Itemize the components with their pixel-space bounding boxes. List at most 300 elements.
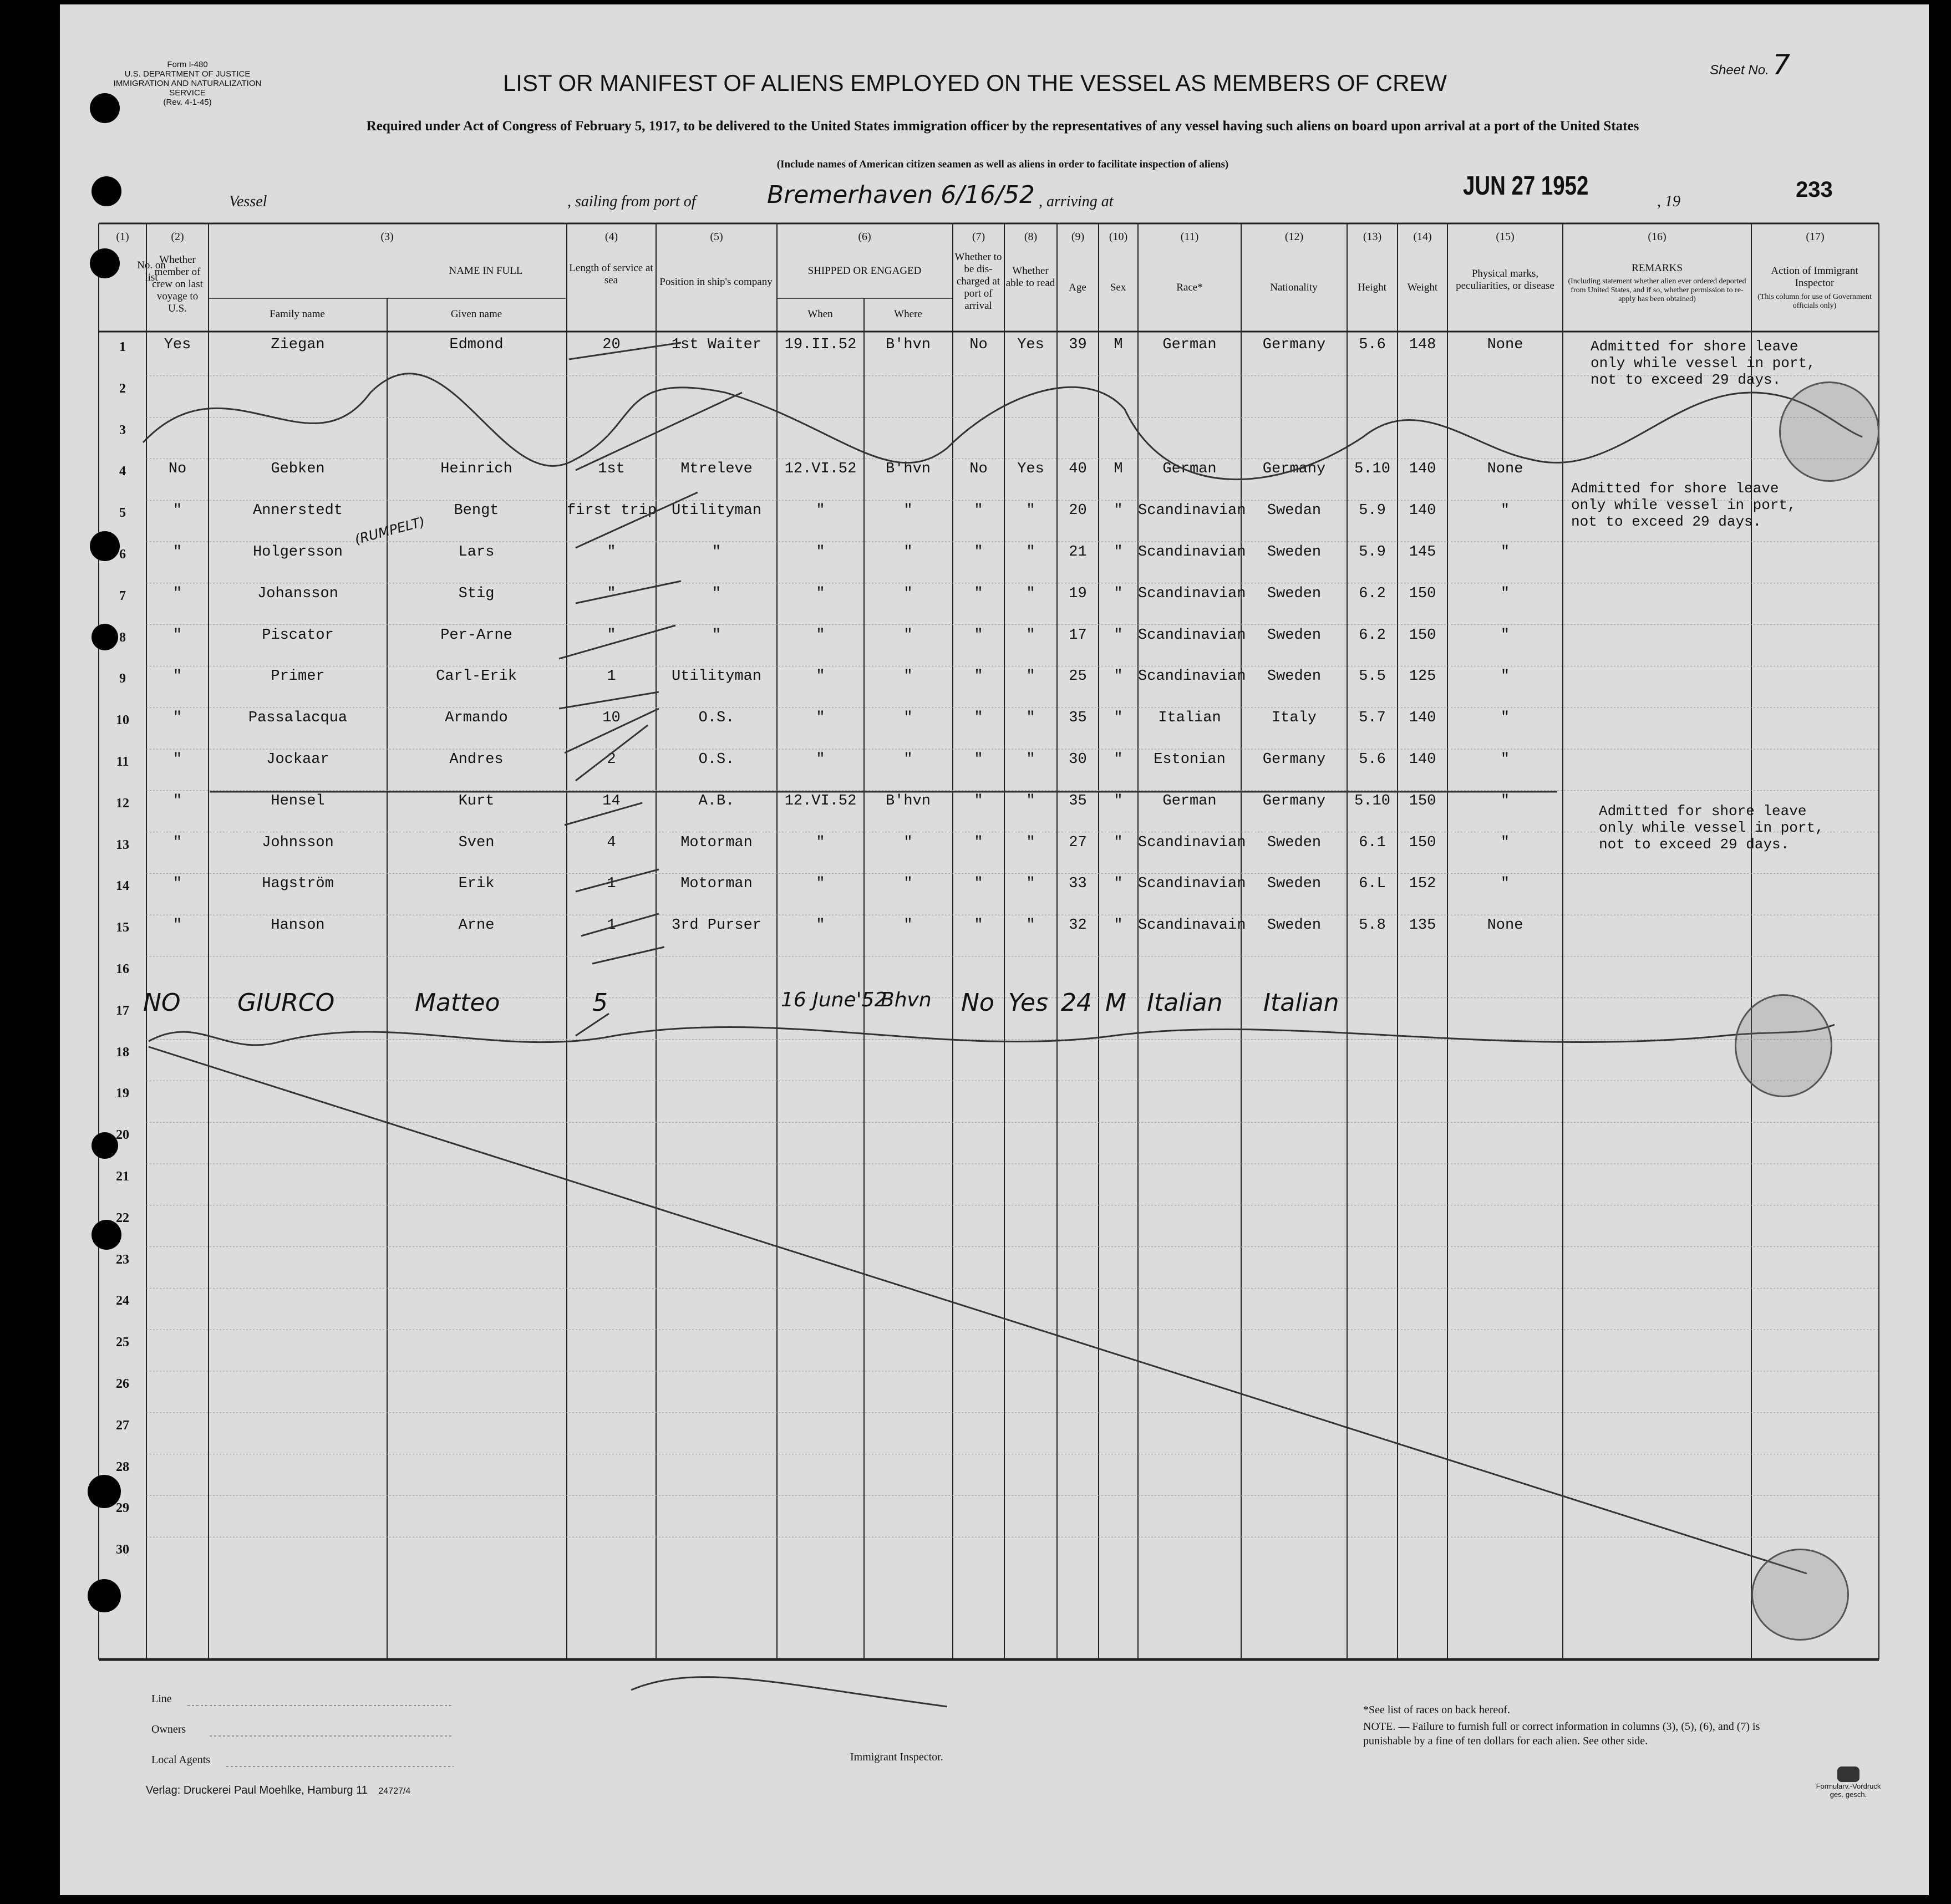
cell-age: 35: [1069, 792, 1087, 810]
hw-given-name: Matteo: [415, 989, 500, 1017]
cell-read: ": [1026, 917, 1035, 934]
cell-read: ": [1026, 792, 1035, 810]
row-number: 20: [116, 1128, 129, 1143]
handwritten-strokes: [60, 4, 1929, 1895]
column-number: (1): [116, 231, 129, 243]
cell-weight: 145: [1409, 544, 1436, 561]
column-number: (2): [171, 231, 184, 243]
cell-given: Andres: [449, 751, 504, 768]
cell-discharged: ": [974, 627, 983, 644]
cell-given: Heinrich: [440, 461, 512, 478]
header-no-on-list: No. on list: [137, 259, 166, 283]
cell-position: Motorman: [680, 875, 753, 893]
header-position: Position in ship's company: [659, 276, 773, 288]
cell-position: O.S.: [698, 751, 735, 768]
cancel-wave-rows-2-3: [143, 374, 1862, 480]
cell-position: Utilityman: [671, 668, 762, 685]
cell-race: Scandinavian: [1138, 544, 1246, 561]
cell-service: first trip: [567, 502, 657, 520]
cell-height: 5.10: [1354, 461, 1390, 478]
cell-where: B'hvn: [885, 461, 931, 478]
cell-age: 25: [1069, 668, 1087, 685]
checkmark-strokes: [559, 343, 742, 1036]
printer-name: Verlag: Druckerei Paul Moehlke, Hamburg 11: [146, 1784, 368, 1796]
cell-read: ": [1026, 875, 1035, 893]
cell-height: 6.2: [1359, 585, 1386, 602]
cell-sex: ": [1114, 544, 1123, 561]
cell-given: Per-Arne: [440, 627, 512, 644]
cell-height: 5.6: [1359, 751, 1386, 768]
header-when: When: [807, 308, 833, 320]
printer-logo-sub: ges. gesch.: [1830, 1790, 1867, 1799]
row-number: 3: [119, 422, 126, 437]
hw-discharged: No: [961, 989, 994, 1017]
footer-note: NOTE. — Failure to furnish full or correct information in columns (3), (5), (6), and (7) is punishable by a fine of ten dollars for each alien. See other side.: [1363, 1720, 1760, 1747]
cell-read: ": [1026, 834, 1035, 851]
cell-race: German: [1162, 337, 1217, 353]
header-given-name: Given name: [450, 308, 502, 320]
cell-marks: ": [1500, 502, 1510, 520]
row-number: 12: [116, 796, 129, 811]
cell-service: 1: [607, 917, 616, 934]
cell-nationality: Germany: [1262, 792, 1326, 810]
cell-age: 35: [1069, 710, 1087, 727]
cell-weight: 140: [1409, 710, 1436, 727]
printer-logo: [1812, 1766, 1884, 1799]
cell-marks: None: [1487, 917, 1523, 934]
remarks-row-4: Admitted for shore leave only while vessel in port, not to exceed 29 days.: [1571, 480, 1796, 530]
cell-given: Carl-Erik: [436, 668, 517, 685]
hw-sex: M: [1105, 989, 1126, 1017]
cell-race: German: [1162, 792, 1217, 810]
row-number: 1: [119, 340, 126, 354]
cell-discharged: ": [974, 502, 983, 520]
punch-hole: [88, 1579, 121, 1612]
cell-position: 1st Waiter: [671, 337, 762, 353]
cell-given: Bengt: [454, 502, 499, 520]
column-number: (16): [1648, 231, 1667, 243]
cell-sex: ": [1114, 502, 1123, 520]
cell-sex: M: [1114, 461, 1123, 478]
cell-prev: ": [172, 751, 182, 768]
cell-height: 5.7: [1359, 710, 1386, 727]
cell-where: ": [903, 710, 913, 727]
cell-where: ": [903, 544, 913, 561]
punch-hole: [92, 624, 118, 650]
cell-prev: No: [168, 461, 187, 478]
immigrant-inspector-label: Immigrant Inspector.: [850, 1751, 943, 1763]
cell-service: ": [607, 544, 616, 561]
column-number: (10): [1109, 231, 1128, 243]
hw-previous-voyage: NO: [143, 989, 181, 1017]
cell-weight: 148: [1409, 337, 1436, 353]
header-shipped-engaged: SHIPPED OR ENGAGED: [807, 265, 922, 277]
cell-read: ": [1026, 710, 1035, 727]
cell-given: Arne: [458, 917, 495, 934]
form-number: Form I-480: [167, 60, 208, 69]
hw-race: Italian: [1147, 989, 1223, 1017]
cell-given: Armando: [445, 710, 508, 727]
cell-read: Yes: [1017, 337, 1044, 353]
cell-marks: ": [1500, 585, 1510, 602]
cell-age: 39: [1069, 337, 1087, 353]
cell-service: 1st: [598, 461, 625, 478]
cell-prev: ": [172, 502, 182, 520]
cell-position: ": [712, 585, 722, 602]
cell-when: ": [816, 502, 825, 520]
cell-given: Lars: [458, 544, 495, 561]
header-discharged: Whether to be dis-charged at port of arrival: [954, 251, 1002, 312]
row-number: 29: [116, 1501, 129, 1516]
header-length-service: Length of service at sea: [569, 262, 653, 286]
cell-discharged: ": [974, 875, 983, 893]
cell-weight: 140: [1409, 751, 1436, 768]
cell-age: 40: [1069, 461, 1087, 478]
cell-family: Holgersson: [252, 544, 343, 561]
hw-when: 16 June'52: [781, 989, 887, 1011]
row-number: 13: [116, 837, 129, 852]
row-number: 27: [116, 1418, 129, 1433]
cell-nationality: Sweden: [1267, 834, 1322, 851]
cell-race: Estonian: [1154, 751, 1226, 768]
sailing-port-value: Bremerhaven 6/16/52: [767, 181, 1035, 209]
cell-position: ": [712, 627, 722, 644]
cell-nationality: Sweden: [1267, 917, 1322, 934]
cell-sex: ": [1114, 710, 1123, 727]
row-number: 10: [116, 713, 129, 728]
cell-where: ": [903, 502, 913, 520]
cell-age: 32: [1069, 917, 1087, 934]
cell-read: ": [1026, 544, 1035, 561]
header-previous-voyage: Whether member of crew on last voyage to U.S.: [152, 254, 203, 314]
year-label: , 19: [1657, 193, 1680, 210]
row-number: 19: [116, 1086, 129, 1101]
footer-blank-lines: [187, 1701, 465, 1768]
cell-position: Utilityman: [671, 502, 762, 520]
cell-marks: ": [1500, 627, 1510, 644]
cell-family: Johnsson: [262, 834, 334, 851]
cell-when: ": [816, 627, 825, 644]
cell-nationality: Italy: [1271, 710, 1317, 727]
punch-hole: [90, 93, 120, 123]
cell-marks: None: [1487, 337, 1523, 353]
cell-sex: ": [1114, 668, 1123, 685]
cell-where: ": [903, 917, 913, 934]
cell-weight: 150: [1409, 792, 1436, 810]
page-title: LIST OR MANIFEST OF ALIENS EMPLOYED ON THE VESSEL AS MEMBERS OF CREW: [502, 70, 1447, 96]
cell-prev: ": [172, 834, 182, 851]
cell-discharged: ": [974, 710, 983, 727]
column-number: (3): [380, 231, 394, 243]
cancel-wave-row-17: [149, 1025, 1835, 1045]
form-subtitle: Required under Act of Congress of February 5, 1917, to be delivered to the United States immigration officer by the representatives of any vessel having such aliens on board upon arrival at a port of the United States: [366, 119, 1639, 134]
cell-when: ": [816, 917, 825, 934]
column-number: (5): [710, 231, 723, 243]
punch-hole: [92, 1220, 121, 1250]
cell-discharged: ": [974, 585, 983, 602]
cell-family: Primer: [271, 668, 325, 685]
cell-position: O.S.: [698, 710, 735, 727]
row-number: 15: [116, 920, 129, 935]
header-able-to-read: Whether able to read: [1005, 265, 1055, 289]
row-number: 14: [116, 879, 129, 894]
inspection-stamp-3: [1751, 1549, 1849, 1641]
cell-race: Scandinavian: [1138, 875, 1246, 893]
cell-age: 21: [1069, 544, 1087, 561]
cell-service: 14: [602, 792, 621, 810]
punch-hole: [90, 531, 120, 561]
cell-family: Annerstedt: [252, 502, 343, 520]
cell-when: ": [816, 544, 825, 561]
footer-line-label: Line: [151, 1693, 172, 1705]
cell-sex: ": [1114, 834, 1123, 851]
hw-nationality: Italian: [1263, 989, 1339, 1017]
row-number: 11: [116, 755, 129, 769]
cell-where: ": [903, 875, 913, 893]
cell-discharged: ": [974, 751, 983, 768]
vessel-label: Vessel: [229, 193, 267, 210]
cell-where: B'hvn: [885, 337, 931, 353]
cell-marks: ": [1500, 710, 1510, 727]
cell-where: ": [903, 668, 913, 685]
cell-age: 30: [1069, 751, 1087, 768]
cell-read: ": [1026, 668, 1035, 685]
row-number: 22: [116, 1210, 129, 1225]
cell-family: Passalacqua: [248, 710, 348, 727]
cell-discharged: ": [974, 668, 983, 685]
inspection-stamp-2: [1735, 994, 1832, 1097]
printer-logo-icon: [1837, 1766, 1859, 1782]
cell-discharged: ": [974, 834, 983, 851]
cell-prev: ": [172, 627, 182, 644]
printer-code: 24727/4: [378, 1786, 411, 1796]
cell-given: Sven: [458, 834, 495, 851]
cell-weight: 150: [1409, 627, 1436, 644]
footer-agents-label: Local Agents: [151, 1754, 211, 1766]
remarks-row-12: Admitted for shore leave only while vessel in port, not to exceed 29 days.: [1599, 803, 1824, 853]
cell-family: Gebken: [271, 461, 325, 478]
row-number: 8: [119, 630, 126, 645]
header-family-name: Family name: [270, 308, 325, 320]
cell-prev: ": [172, 710, 182, 727]
cell-weight: 140: [1409, 502, 1436, 520]
cell-race: Scandinavian: [1138, 668, 1246, 685]
header-physical-marks: Physical marks, peculiarities, or disease: [1456, 268, 1554, 292]
cell-where: ": [903, 834, 913, 851]
cell-when: ": [816, 751, 825, 768]
manifest-sheet: [60, 4, 1929, 1895]
printer-imprint: [146, 1784, 410, 1797]
cell-when: ": [816, 834, 825, 851]
cell-race: Scandinavian: [1138, 585, 1246, 602]
cell-age: 19: [1069, 585, 1087, 602]
cell-height: 6.1: [1359, 834, 1386, 851]
cell-discharged: No: [969, 337, 988, 353]
header-where: Where: [894, 308, 922, 320]
cell-height: 5.9: [1359, 544, 1386, 561]
header-sex: Sex: [1110, 282, 1126, 293]
cell-nationality: Sweden: [1267, 875, 1322, 893]
cell-where: ": [903, 751, 913, 768]
cell-position: A.B.: [698, 792, 735, 810]
column-number: (6): [858, 231, 871, 243]
cell-nationality: Sweden: [1267, 585, 1322, 602]
cell-given: Edmond: [449, 337, 504, 353]
cell-given: Kurt: [458, 792, 495, 810]
row-number: 25: [116, 1335, 129, 1350]
row-number: 30: [116, 1542, 129, 1557]
arriving-label: , arriving at: [1039, 193, 1114, 210]
row-number: 21: [116, 1169, 129, 1184]
cell-family: Hensel: [271, 792, 325, 810]
cell-height: 5.8: [1359, 917, 1386, 934]
page-number: 233: [1796, 177, 1833, 202]
header-height: Height: [1358, 282, 1386, 293]
sailing-label: , sailing from port of: [567, 193, 696, 210]
cell-given: Erik: [458, 875, 495, 893]
cell-when: ": [816, 710, 825, 727]
cell-nationality: Germany: [1262, 337, 1326, 353]
column-number: (4): [604, 231, 618, 243]
cell-weight: 125: [1409, 668, 1436, 685]
cell-prev: ": [172, 917, 182, 934]
cell-race: Scandinavain: [1138, 917, 1246, 934]
cell-age: 27: [1069, 834, 1087, 851]
header-weight: Weight: [1407, 282, 1438, 293]
cell-family: Jockaar: [266, 751, 329, 768]
cell-nationality: Sweden: [1267, 627, 1322, 644]
cell-read: ": [1026, 585, 1035, 602]
cell-position: 3rd Purser: [671, 917, 762, 934]
row-number: 9: [119, 671, 126, 686]
cell-prev: ": [172, 585, 182, 602]
cell-sex: ": [1114, 875, 1123, 893]
column-number: (8): [1024, 231, 1038, 243]
cell-race: Scandinavian: [1138, 627, 1246, 644]
row-number: 4: [119, 464, 126, 479]
header-nationality: Nationality: [1270, 282, 1318, 293]
cell-discharged: ": [974, 544, 983, 561]
date-stamp: JUN 27 1952: [1463, 171, 1589, 201]
cell-read: Yes: [1017, 461, 1044, 478]
column-number: (15): [1496, 231, 1515, 243]
header-inspector-note: (This column for use of Government officials only): [1757, 293, 1872, 310]
cell-sex: ": [1114, 917, 1123, 934]
cell-marks: ": [1500, 668, 1510, 685]
cell-family: Piscator: [262, 627, 334, 644]
cell-family: Johansson: [257, 585, 338, 602]
cell-service: ": [607, 627, 616, 644]
cell-when: 12.VI.52: [784, 792, 857, 810]
cell-prev: ": [172, 544, 182, 561]
hw-service: 5: [592, 989, 608, 1017]
cell-prev: Yes: [164, 337, 191, 353]
header-remarks-note: (Including statement whether alien ever ordered deported from United States, and if so, whether permission to re-apply has been obtained): [1568, 277, 1746, 303]
cell-marks: None: [1487, 461, 1523, 478]
cell-nationality: Sweden: [1267, 668, 1322, 685]
cell-weight: 140: [1409, 461, 1436, 478]
cell-family: Ziegan: [271, 337, 325, 353]
header-race: Race*: [1176, 282, 1203, 293]
header-age: Age: [1069, 282, 1086, 293]
cell-when: 12.VI.52: [784, 461, 857, 478]
cell-sex: ": [1114, 792, 1123, 810]
cell-nationality: Germany: [1262, 751, 1326, 768]
cell-discharged: No: [969, 461, 988, 478]
cell-marks: ": [1500, 544, 1510, 561]
row-number: 6: [119, 547, 126, 562]
cell-age: 20: [1069, 502, 1087, 520]
cell-race: German: [1162, 461, 1217, 478]
cell-when: ": [816, 668, 825, 685]
row-number: 24: [116, 1294, 129, 1309]
cell-service: 1: [607, 875, 616, 893]
cell-height: 5.6: [1359, 337, 1386, 353]
cell-prev: ": [172, 668, 182, 685]
punch-hole: [90, 248, 120, 278]
punch-hole: [88, 1475, 121, 1508]
cell-sex: ": [1114, 585, 1123, 602]
cell-service: 10: [602, 710, 621, 727]
cell-position: Mtreleve: [680, 461, 753, 478]
row-number: 18: [116, 1045, 129, 1060]
sheet-label: Sheet No.: [1710, 63, 1769, 78]
races-note: *See list of races on back hereof.: [1363, 1704, 1510, 1716]
cell-family: Hagström: [262, 875, 334, 893]
cell-nationality: Swedan: [1267, 502, 1322, 520]
cell-when: 19.II.52: [784, 337, 857, 353]
row-number: 5: [119, 506, 126, 521]
row-number: 28: [116, 1459, 129, 1474]
cell-height: 5.10: [1354, 792, 1390, 810]
cell-sex: ": [1114, 627, 1123, 644]
cell-weight: 150: [1409, 834, 1436, 851]
hw-where: Bhvn: [881, 989, 932, 1011]
cell-marks: ": [1500, 875, 1510, 893]
cell-service: 1: [607, 668, 616, 685]
cell-read: ": [1026, 751, 1035, 768]
cell-sex: M: [1114, 337, 1123, 353]
cell-nationality: Sweden: [1267, 544, 1322, 561]
cell-service: ": [607, 585, 616, 602]
footer-owners-label: Owners: [151, 1723, 186, 1735]
cell-where: ": [903, 585, 913, 602]
column-number: (14): [1413, 231, 1432, 243]
cell-race: Italian: [1158, 710, 1221, 727]
cell-where: B'hvn: [885, 792, 931, 810]
hw-family-name: GIURCO: [237, 989, 335, 1017]
column-number: (11): [1180, 231, 1199, 243]
annotation-rumpelt: (RUMPELT): [353, 513, 427, 548]
cell-service: 2: [607, 751, 616, 768]
column-number: (7): [972, 231, 985, 243]
hw-read: Yes: [1008, 989, 1049, 1017]
inspector-signature-stroke: [631, 1677, 947, 1707]
column-number: (13): [1363, 231, 1382, 243]
header-remarks: REMARKS: [1632, 262, 1683, 274]
cell-height: 5.9: [1359, 502, 1386, 520]
cell-weight: 152: [1409, 875, 1436, 893]
cell-race: Scandinavian: [1138, 834, 1246, 851]
form-note-line: (Include names of American citizen seamen as well as aliens in order to facilitate inspection of aliens): [776, 159, 1229, 170]
form-department: U.S. DEPARTMENT OF JUSTICE: [124, 69, 251, 79]
cell-read: ": [1026, 627, 1035, 644]
cell-service: 20: [602, 337, 621, 353]
header-inspector-action: Action of Immigrant Inspector: [1771, 265, 1858, 289]
cell-given: Stig: [458, 585, 495, 602]
cell-when: ": [816, 875, 825, 893]
form-service: IMMIGRATION AND NATURALIZATION SERVICE: [113, 79, 262, 98]
